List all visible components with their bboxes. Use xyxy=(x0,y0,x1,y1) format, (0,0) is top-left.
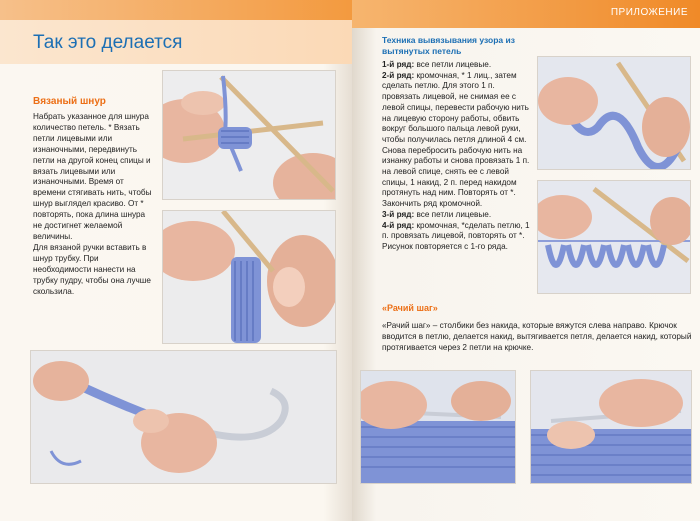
row-2 xyxy=(382,71,532,210)
right-header-bar xyxy=(352,0,700,28)
photo-loop-technique-2-image xyxy=(538,181,690,293)
row-4-label: 4-й ряд: xyxy=(382,220,415,230)
cord-heading: Вязаный шнур xyxy=(33,96,106,107)
cord-instructions xyxy=(33,112,153,297)
technique-instructions xyxy=(382,60,532,253)
photo-crab-stitch-2 xyxy=(530,370,692,484)
photo-knitted-tube xyxy=(162,210,336,344)
crab-stitch-description: «Рачий шаг» – столбики без накида, которые вяжутся слева направо. Крючок вводится в петлю, делается накид, вытягивается петля, делается накид, который протягивается через 2 петли на крючке. xyxy=(382,321,692,352)
cord-paragraph-1: Набрать указанное для шнура количество петель. * Вязать петли лицевыми или изнаночными, передвинуть петли на другой конец спицы и вязать лицевыми или изнаночными. Время от времени стягивать нить, чтобы шнур выглядел красиво. От * повторять, пока длина шнура не достигнет желаемой величины. xyxy=(33,112,152,241)
row-3-label: 3-й ряд: xyxy=(382,209,415,219)
row-4-text: кромочная, *сделать петлю, 1 п. провязать лицевой, повторять от *. xyxy=(382,220,530,241)
row-2-label: 2-й ряд: xyxy=(382,70,415,80)
photo-cord-needles xyxy=(162,70,336,200)
section-tag: ПРИЛОЖЕНИЕ xyxy=(610,7,688,18)
photo-loop-technique-1-image xyxy=(538,57,690,169)
row-1 xyxy=(382,60,532,71)
photo-cord-handle xyxy=(30,350,337,484)
photo-crab-stitch-1 xyxy=(360,370,516,484)
photo-crab-stitch-1-image xyxy=(361,371,515,483)
crab-stitch-heading: «Рачий шаг» xyxy=(382,303,438,313)
photo-cord-handle-image xyxy=(31,351,336,483)
technique-heading: Техника вывязывания узора из вытянутых петель xyxy=(382,35,515,56)
photo-cord-needles-image xyxy=(163,71,335,199)
row-4 xyxy=(382,221,532,242)
left-header-bar xyxy=(0,0,352,20)
row-2-text: кромочная, * 1 лиц., затем сделать петлю. Для этого 1 п. провязать лицевой, не снимая ее с левой спицы, перевести рабочую нить на лицевую сторону работы, обвить вокруг большого пальца левой руки, чтобы получилась петля длиной 4 см. Снова перебросить рабочую нить на изнанку работы и снова провязать 1 п. на левой спице, снять ее с левой спицы, 1 накид, 2 п. перед накидом протянуть над ним. Повторять от *. Закончить ряд кромочной. xyxy=(382,70,530,209)
page-title: Так это делается xyxy=(33,32,183,53)
photo-crab-stitch-2-image xyxy=(531,371,691,483)
cord-paragraph-2: Для вязаной ручки вставить в шнур трубку. При необходимости нанести на трубку пудру, чтобы она лучше скользила. xyxy=(33,242,151,296)
repeat-note: Рисунок повторяется с 1-го ряда. xyxy=(382,241,508,251)
row-3-text: все петли лицевые. xyxy=(414,209,492,219)
row-1-text: все петли лицевые. xyxy=(414,60,492,69)
photo-loop-technique-2 xyxy=(537,180,691,294)
photo-knitted-tube-image xyxy=(163,211,335,343)
photo-loop-technique-1 xyxy=(537,56,691,170)
row-1-label: 1-й ряд: xyxy=(382,60,415,69)
right-page xyxy=(352,0,700,521)
row-3 xyxy=(382,210,532,221)
